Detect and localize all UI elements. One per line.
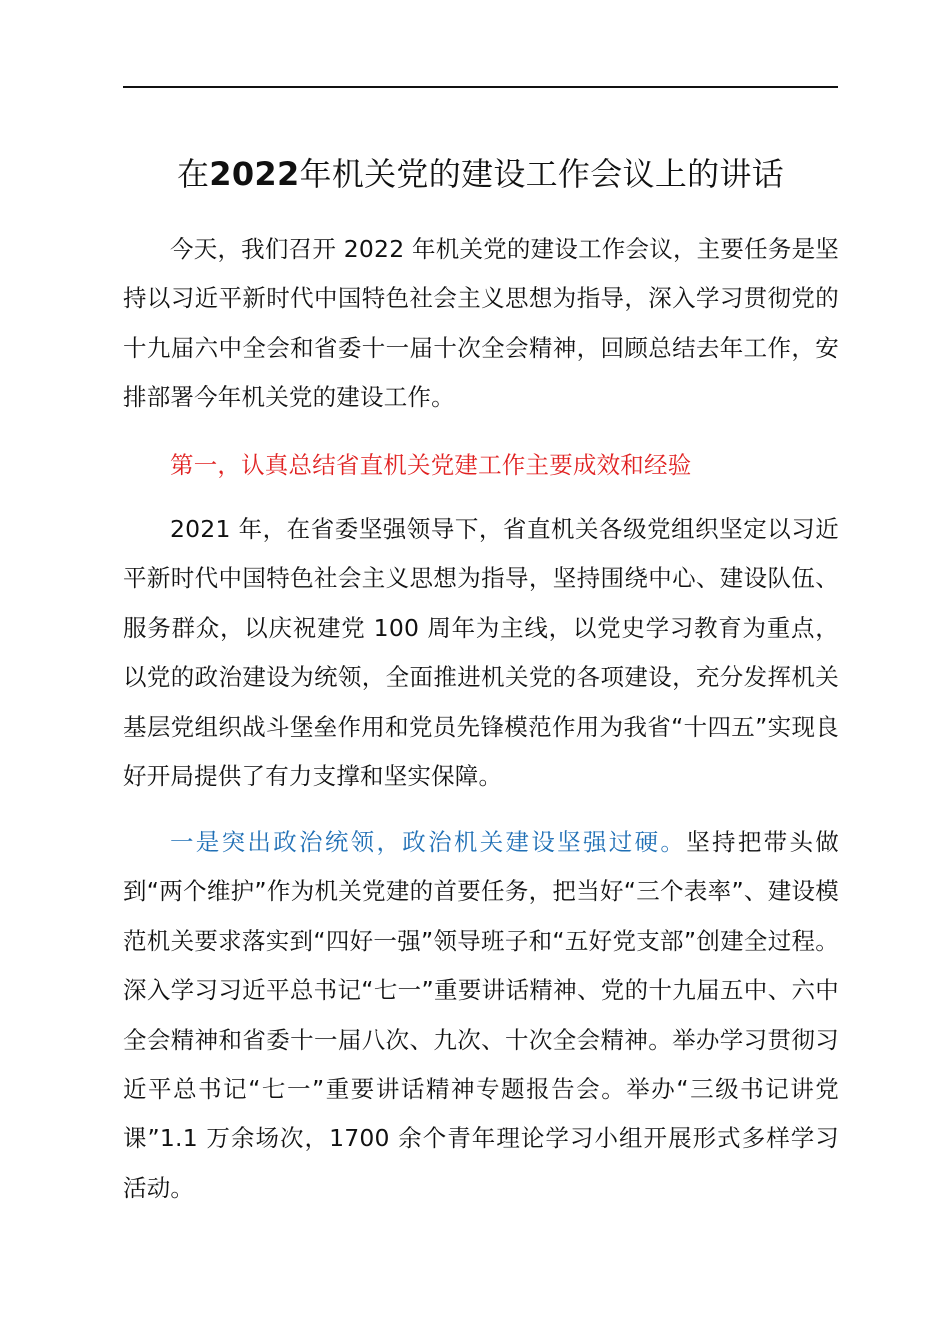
section-1-paragraph: 2021 年，在省委坚强领导下，省直机关各级党组织坚定以习近平新时代中国特色社会主义思想为指导，坚持围绕中心、建设队伍、服务群众，以庆祝建党 100 周年为主线，以党史学习教育为重点，以党的政治建设为统领，全面推进机关党的各项建设，充分发挥机关基层党组织战斗堡垒作用和党员先锋模范作用为我省“十四五”实现良好开局提供了有力支撑和坚实保障。 xyxy=(123,515,839,791)
point-1-body: 坚持把带头做到“两个维护”作为机关党建的首要任务，把当好“三个表率”、建设模范机关要求落实到“四好一强”领导班子和“五好党支部”创建全过程。深入学习习近平总书记“七一”重要讲话精神、党的十九届五中、六中全会精神和省委十一届八次、九次、十次全会精神。举办学习贯彻习近平总书记“七一”重要讲话精神专题报告会。举办“三级书记讲党课”1.1 万余场次，1700 余个青年理论学习小组开展形式多样学习活动。 xyxy=(123,828,840,1202)
point-1-lead: 一是突出政治统领，政治机关建设坚强过硬。 xyxy=(170,828,687,856)
page-title xyxy=(123,150,838,198)
title-prefix: 在 xyxy=(176,155,210,193)
section-heading-1: 第一，认真总结省直机关党建工作主要成效和经验 xyxy=(170,451,692,479)
intro-paragraph: 今天，我们召开 2022 年机关党的建设工作会议，主要任务是坚持以习近平新时代中国特色社会主义思想为指导，深入学习贯彻党的十九届六中全会和省委十一届十次全会精神，回顾总结去年工作，安排部署今年机关党的建设工作。 xyxy=(123,235,839,412)
title-year: 2022 xyxy=(209,155,300,193)
title-suffix: 年机关党的建设工作会议上的讲话 xyxy=(299,155,785,193)
point-1-paragraph xyxy=(123,818,839,1213)
header-rule xyxy=(123,86,838,88)
